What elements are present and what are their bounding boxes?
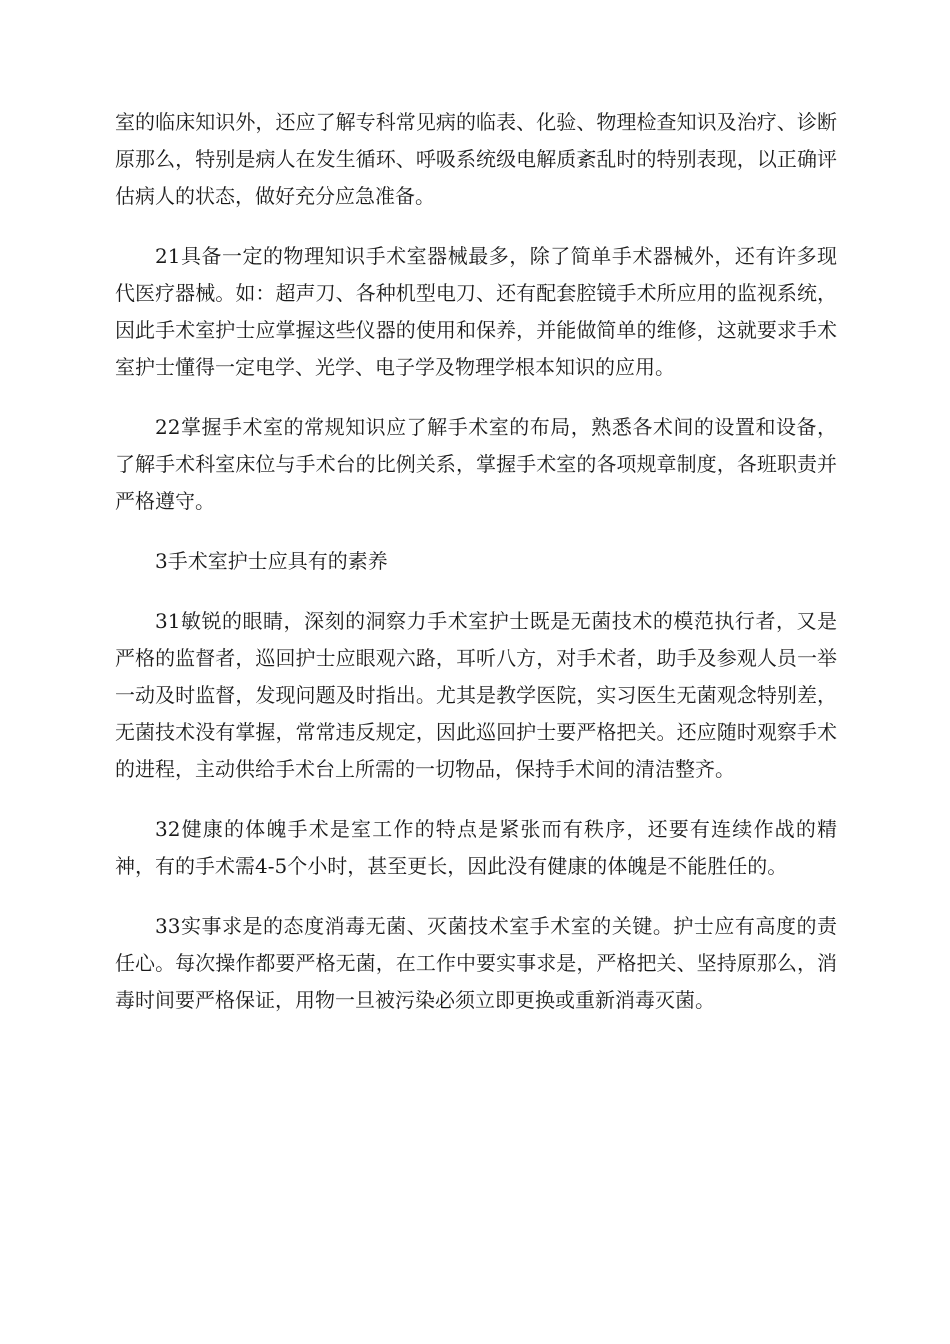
document-page: [115, 104, 837, 1042]
section-heading-3-nurse-qualities: 3手术室护士应具有的素养: [155, 549, 388, 573]
paragraph-2-2-routine-knowledge: 22掌握手术室的常规知识应了解手术室的布局，熟悉各术间的设置和设备，了解手术科室床位与手术台的比例关系，掌握手术室的各项规章制度，各班职责并严格遵守。: [115, 415, 837, 513]
paragraph-3-3-attitude: 33实事求是的态度消毒无菌、灭菌技术室手术室的关键。护士应有高度的责任心。每次操作都要严格无菌，在工作中要实事求是，严格把关、坚持原那么，消毒时间要严格保证，用物一旦被污染必须立即更换或重新消毒灭菌。: [115, 914, 837, 1012]
paragraph-3-2-health: 32健康的体魄手术是室工作的特点是紧张而有秩序，还要有连续作战的精神，有的手术需4-5个小时，甚至更长，因此没有健康的体魄是不能胜任的。: [115, 817, 837, 878]
paragraph-3-1-observation: 31敏锐的眼睛，深刻的洞察力手术室护士既是无菌技术的模范执行者，又是严格的监督者，巡回护士应眼观六路，耳听八方，对手术者，助手及参观人员一举一动及时监督，发现问题及时指出。尤其是教学医院，实习医生无菌观念特别差，无菌技术没有掌握，常常违反规定，因此巡回护士要严格把关。还应随时观察手术的进程，主动供给手术台上所需的一切物品，保持手术间的清洁整齐。: [115, 609, 837, 781]
paragraph-continuation: 室的临床知识外，还应了解专科常见病的临表、化验、物理检查知识及治疗、诊断原那么，特别是病人在发生循环、呼吸系统级电解质紊乱时的特别表现，以正确评估病人的状态，做好充分应急准备。: [115, 110, 837, 208]
paragraph-2-1-physics-knowledge: 21具备一定的物理知识手术室器械最多，除了简单手术器械外，还有许多现代医疗器械。如：超声刀、各种机型电刀、还有配套腔镜手术所应用的监视系统，因此手术室护士应掌握这些仪器的使用和保养，并能做简单的维修，这就要求手术室护士懂得一定电学、光学、电子学及物理学根本知识的应用。: [115, 244, 837, 379]
